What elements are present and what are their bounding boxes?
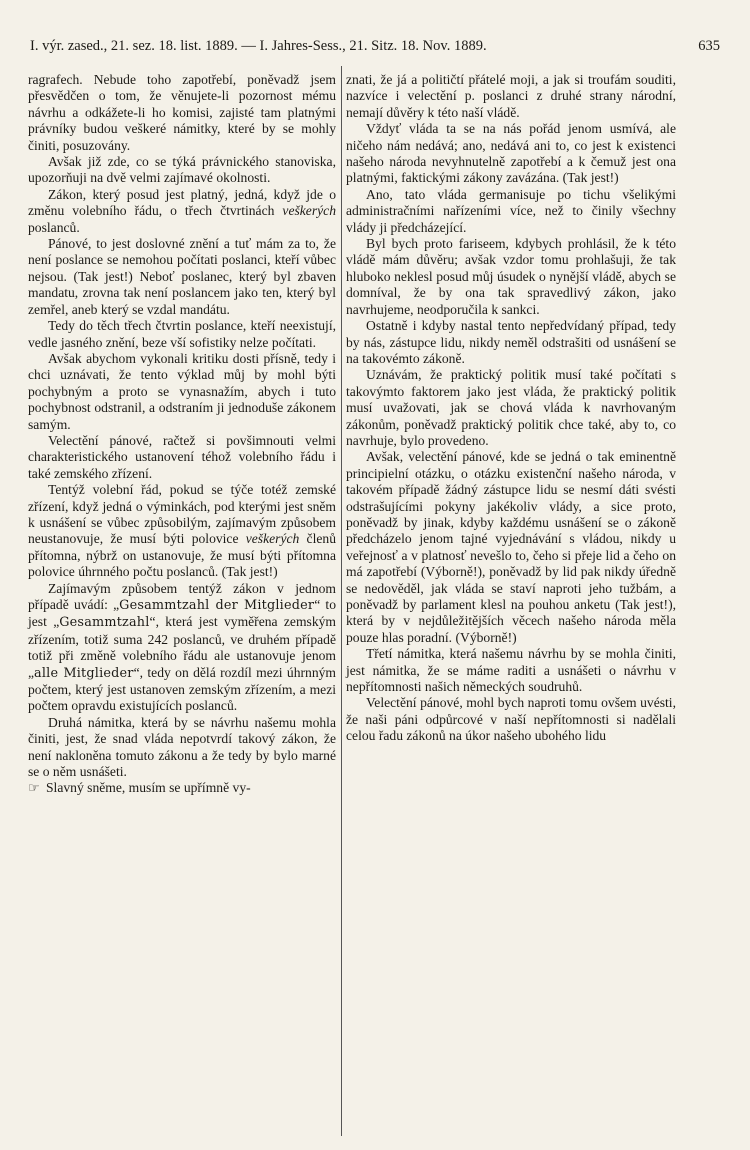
page-header xyxy=(30,36,720,58)
paragraph: Zákon, který posud jest platný, jedná, když jde o změnu volebního řádu, o třech čtvrtinách veškerých poslanců. xyxy=(28,186,336,235)
paragraph: znati, že já a političtí přátelé moji, a jak si troufám souditi, nazvíce i velectění p. poslanci z druhé strany národní, nemají důvěry k této naší vládě. xyxy=(346,72,676,120)
paragraph: Tentýž volební řád, pokud se týče totéž zemské zřízení, když jedná o výminkách, pod kterými jest sněm k usnášení se vůbec způsobilým, zajímavým způsobem neustanovuje, že musí býti polovice veškerých členů přítomna, nýbrž on ustanovuje, že musí býti přítomna polovice úhrnného počtu poslanců. (Tak jest!) xyxy=(28,482,336,580)
right-column xyxy=(346,72,676,745)
paragraph: Byl bych proto fariseem, kdybych prohlásil, že k této vládě mám důvěru; avšak vzdor tomu prohlašuji, že tak hluboko neklesl posud můj úsudek o nynější vládě, abych se domníval, že by ona tak spravedlivý zákon, jako navrhujeme, neodporučila k sankci. xyxy=(346,236,676,317)
italic-emphasis: veškerých xyxy=(282,203,336,219)
german-quote: Gesammtzahl xyxy=(59,615,150,631)
paragraph: Avšak již zde, co se týká právnického stanoviska, upozorňuji na dvě velmi zajímavé okolnosti. xyxy=(28,154,336,186)
italic-emphasis: veškerých xyxy=(245,531,300,547)
german-quote: Gesammtzahl der Mitglieder xyxy=(119,598,315,613)
paragraph: ragrafech. Nebude toho zapotřebí, poněvadž jsem přesvědčen o tom, že věnujete-li pozornost mému návrhu a odkážete-li ho komisi, zajisté tam platnými právníky budou veškeré námitky, které by se mohly činiti, posuzovány. xyxy=(28,72,336,153)
paragraph: Druhá námitka, která by se návrhu našemu mohla činiti, jest, že snad vláda nepotvrdí takový zákon, že není nakloněna tomuto zákonu a že tedy by bylo marné se o něm usnášeti. xyxy=(28,714,336,780)
paragraph: Avšak abychom vykonali kritiku dosti přísně, tedy i chci uznávati, že tento výklad můj by mohl býti pochybným a proto se vynasnažím, abych i tuto pochybnost odstranil, a odstraním ji jednoduše zákonem samým. xyxy=(28,350,336,432)
paragraph: Třetí námitka, která našemu návrhu by se mohla činiti, jest námitka, že se máme raditi a usnášeti o návrhu v nepřítomnosti našich německých soudruhů. xyxy=(346,646,676,695)
running-head: I. výr. zased., 21. sez. 18. list. 1889. — I. Jahres-Sess., 21. Sitz. 18. Nov. 1889. xyxy=(30,38,487,54)
paragraph: Avšak, velectění pánové, kde se jedná o tak eminentně principielní otázku, o otázku existenční našeho národa, v takovém případě žádný zástupce lidu se nesmí dáti svésti odstrašujícími pokyny jakékoliv vlády, a sice proto, poněvadž by jinak, kdyby každému usnášení se o zákoně předcházelo jenom tajné vyjednávání s vládou, nikdy u veřejnosť a v platnosť nevešlo to, čeho si přeje lid a čeho on má zapotřebí (Výborně!), poněvadž by lid pak nikdy úředně se nedověděl, jak vláda se staví naproti jeho tužbám, a poněvadž by parlament klesl na pouhou anketu (Tak jest!), která by v nejdůležitějších věcech našeho národa měla pouze hlas poradní. (Výborně!) xyxy=(346,449,676,645)
paragraph: Velectění pánové, mohl bych naproti tomu ovšem uvésti, že naši páni odpůrcové v naší nepřítomnosti si nadělali celou řadu zákonů na úkor našeho ubohého lidu xyxy=(346,695,676,744)
paragraph: ☞ Slavný sněme, musím se upřímně vy- xyxy=(28,780,251,797)
german-quote: alle Mitglieder xyxy=(34,665,134,681)
paragraph: Velectění pánové, račtež si povšimnouti velmi charakteristického ustanovení téhož volebního řádu i také zemského zřízení. xyxy=(28,432,336,481)
page-number: 635 xyxy=(698,38,720,54)
pointing-hand-icon: ☞ xyxy=(28,781,40,797)
paragraph: Ostatně i kdyby nastal tento nepředvídaný případ, tedy by nás, zástupce lidu, nikdy neměl odstrašiti od usnášení se na takovémto zákoně. xyxy=(346,318,676,366)
left-column xyxy=(28,72,336,798)
paragraph: Tedy do těch třech čtvrtin poslance, kteří neexistují, vedle jasného znění, beze vší sofistiky nelze počítati. xyxy=(28,318,336,350)
paragraph: Zajímavým způsobem tentýž zákon v jednom případě uvádí: „Gesammtzahl der Mitglieder“ to jest „Gesammtzahl“, která jest vyměřena zemským zřízením, totiž suma 242 poslanců, ve druhém případě totiž při změně volebního řádu ale ustanovuje jenom „alle Mitglieder“, tedy on dělá rozdíl mezi úhrnným počtem, který jest ustanoven zemským zřízením, a mezi počtem opravdu existujících poslanců. xyxy=(28,580,336,714)
column-divider xyxy=(341,66,342,1136)
paragraph: Ano, tato vláda germanisuje po tichu všelikými administračními nařízeními více, než to činily všechny vlády ji předcházející. xyxy=(346,186,676,235)
paragraph: Uznávám, že praktický politik musí také počítati s takovýmto faktorem jako jest vláda, že praktický politik musí uvažovati, jak se chová vláda k navrhovaným zákonům, poněvadž praktický politik chce také, aby to, co navrhuje, bylo provedeno. xyxy=(346,367,676,448)
paragraph: Vždyť vláda ta se na nás pořád jenom usmívá, ale ničeho nám nedává; ano, nedává ani to, co jest k existenci našeho národa nevyhnutelně zapotřebí a k čemuž jest ona platnými, faktickými zákony zavázána. (Tak jest!) xyxy=(346,121,676,186)
paragraph: Pánové, to jest doslovné znění a tuť mám za to, že není poslance se nemohou počítati poslanci, kteří vůbec nejsou. (Tak jest!) Neboť poslanec, který byl zbaven mandatu, zrovna tak není poslancem jako ten, který byl zemřel, aneb který se vzdal mandátu. xyxy=(28,236,336,317)
